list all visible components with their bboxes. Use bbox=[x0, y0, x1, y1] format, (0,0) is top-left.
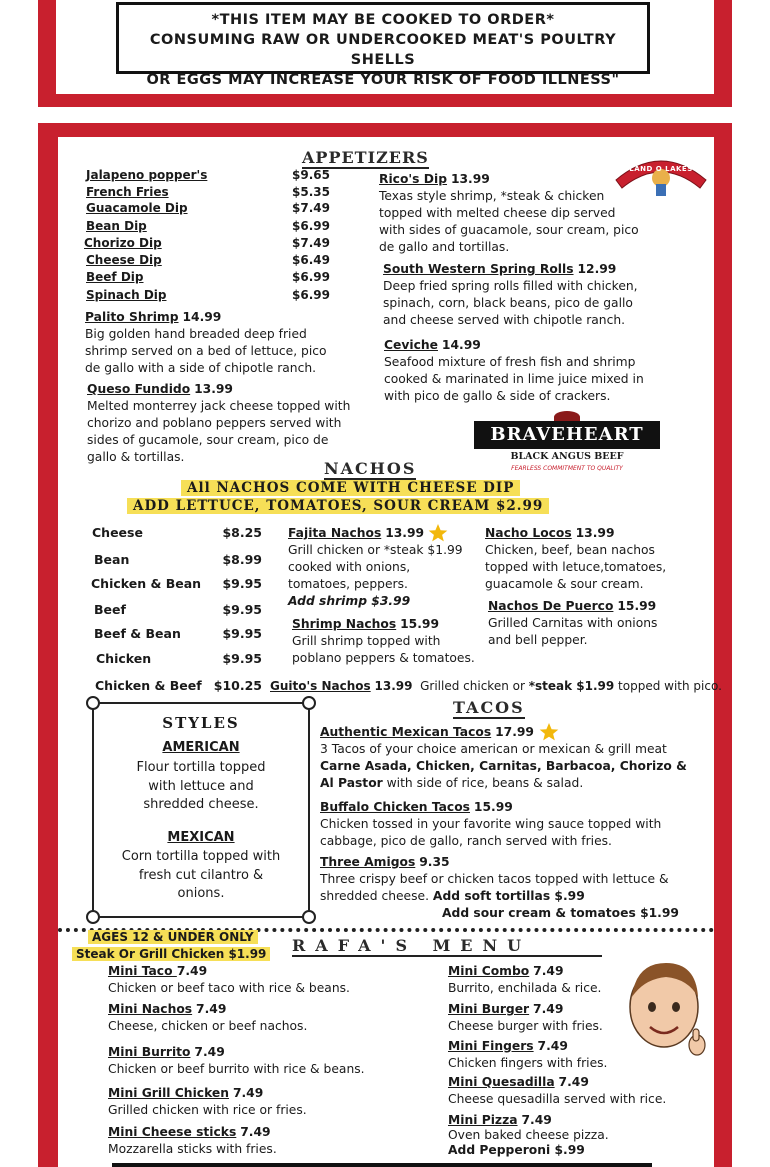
mexican-desc-line: onions. bbox=[177, 886, 225, 901]
item-desc: Burrito, enchilada & rice. bbox=[448, 981, 602, 995]
item-price: 15.99 bbox=[400, 617, 440, 631]
notice-line-1: *THIS ITEM MAY BE COOKED TO ORDER* bbox=[211, 12, 555, 28]
item-desc: topped with melted cheese dip served bbox=[379, 206, 616, 220]
appetizer-name: Chorizo Dip bbox=[84, 236, 162, 250]
item-price: 7.49 bbox=[240, 1125, 271, 1139]
item-desc: Grill shrimp topped with bbox=[292, 634, 441, 648]
item-price: 7.49 bbox=[533, 1002, 564, 1016]
item-desc: and cheese served with chipotle ranch. bbox=[383, 313, 626, 327]
item-name: Mini Fingers bbox=[448, 1039, 534, 1053]
kids-item bbox=[108, 1124, 277, 1158]
kids-item bbox=[108, 1001, 307, 1035]
item-desc-line bbox=[320, 888, 715, 905]
kids-item bbox=[448, 963, 601, 997]
nacho-name: Chicken bbox=[96, 651, 152, 666]
item-desc: Mozzarella sticks with fries. bbox=[108, 1142, 277, 1156]
item-desc: Chicken or beef taco with rice & beans. bbox=[108, 981, 350, 995]
braveheart-tagline: FEARLESS COMMITMENT TO QUALITY bbox=[511, 465, 623, 472]
nachos-banner-1 bbox=[181, 480, 520, 496]
item-price: 7.49 bbox=[521, 1113, 552, 1127]
item-desc: Deep fried spring rolls filled with chicken, bbox=[383, 279, 638, 293]
american-desc-line: shredded cheese. bbox=[143, 797, 259, 812]
item-price: 9.35 bbox=[419, 855, 450, 869]
item-desc: Grilled Carnitas with onions bbox=[488, 616, 658, 630]
nacho-name: Cheese bbox=[92, 525, 143, 540]
item-desc: guacamole & sour cream. bbox=[485, 577, 644, 591]
item-name: Mini Grill Chicken bbox=[108, 1086, 230, 1100]
item-price: 7.49 bbox=[558, 1075, 589, 1089]
item-desc: with sides of guacamole, sour cream, pico bbox=[379, 223, 639, 237]
item-name: Buffalo Chicken Tacos bbox=[320, 800, 470, 814]
item-price: 13.99 bbox=[194, 382, 233, 396]
nacho-price: $8.25 bbox=[222, 525, 262, 540]
authentic-tacos-item bbox=[320, 724, 715, 792]
item-price: 7.49 bbox=[196, 1002, 227, 1016]
item-desc: cooked with onions, bbox=[288, 560, 411, 574]
queso-fundido-item bbox=[87, 381, 377, 466]
item-desc: and bell pepper. bbox=[488, 633, 588, 647]
kids-item bbox=[448, 1113, 609, 1158]
mexican-desc bbox=[94, 848, 308, 904]
appetizer-row bbox=[86, 270, 336, 287]
item-name: Queso Fundido bbox=[87, 382, 191, 396]
item-desc: chorizo and poblano peppers served with bbox=[87, 416, 342, 430]
american-desc-line: Flour tortilla topped bbox=[136, 760, 266, 775]
spring-rolls-item bbox=[383, 261, 683, 329]
nachos-banner-1-text: All NACHOS COME WITH CHEESE DIP bbox=[181, 480, 520, 496]
item-name: Mini Combo bbox=[448, 964, 530, 978]
item-desc: Grilled chicken with rice or fries. bbox=[108, 1103, 307, 1117]
item-price: 13.99 bbox=[450, 172, 490, 186]
nachos-banner-2 bbox=[127, 498, 549, 514]
kids-item bbox=[448, 1074, 666, 1108]
braveheart-name: BRAVEHEART bbox=[474, 421, 660, 449]
item-desc: Three crispy beef or chicken tacos topped with lettuce & bbox=[320, 872, 669, 886]
appetizer-name: Spinach Dip bbox=[86, 288, 167, 302]
item-desc: topped with pico. bbox=[614, 679, 722, 693]
item-price: 7.49 bbox=[232, 1086, 264, 1100]
item-name: Nacho Locos bbox=[485, 526, 572, 540]
item-desc: Grill chicken or *steak $1.99 bbox=[288, 543, 463, 557]
item-price: 14.99 bbox=[182, 310, 222, 324]
item-name: South Western Spring Rolls bbox=[383, 262, 574, 276]
item-desc: de gallo with a side of chipotle ranch. bbox=[85, 361, 317, 375]
item-desc: topped with letuce,tomatoes, bbox=[485, 560, 667, 574]
item-desc: Big golden hand breaded deep fried bbox=[85, 327, 307, 341]
land-o-lakes-emblem-icon bbox=[612, 150, 710, 198]
item-desc: poblano peppers & tomatoes. bbox=[292, 651, 475, 665]
nachos-de-puerco-item bbox=[488, 598, 708, 649]
ornament-icon bbox=[302, 910, 316, 924]
item-name: Shrimp Nachos bbox=[292, 617, 397, 631]
item-desc: Oven baked cheese pizza. bbox=[448, 1128, 609, 1142]
nacho-row bbox=[94, 552, 262, 567]
item-desc: spinach, corn, black beans, pico de gallo bbox=[383, 296, 633, 310]
item-price: 12.99 bbox=[577, 262, 617, 276]
appetizer-row bbox=[86, 219, 336, 236]
nacho-name: Beef & Bean bbox=[94, 626, 181, 641]
mexican-heading: MEXICAN bbox=[167, 830, 235, 845]
item-desc: cooked & marinated in lime juice mixed in bbox=[384, 372, 644, 386]
land-o-lakes-logo bbox=[612, 150, 710, 198]
item-extra: Add Pepperoni $.99 bbox=[448, 1143, 585, 1157]
nacho-price: $9.95 bbox=[222, 651, 262, 666]
guitos-nachos-item bbox=[270, 678, 720, 695]
appetizer-row bbox=[86, 185, 336, 202]
item-desc: Chicken or beef burrito with rice & beans. bbox=[108, 1062, 365, 1076]
appetizer-name: Bean Dip bbox=[86, 219, 147, 233]
appetizer-name: Guacamole Dip bbox=[86, 201, 188, 215]
item-name: Authentic Mexican Tacos bbox=[320, 725, 492, 739]
item-price: 7.49 bbox=[533, 964, 564, 978]
palito-shrimp-item bbox=[85, 309, 375, 377]
item-desc: Melted monterrey jack cheese topped with bbox=[87, 399, 351, 413]
mexican-desc-line: fresh cut cilantro & bbox=[138, 867, 264, 883]
nacho-name: Chicken & Beef bbox=[95, 678, 202, 693]
appetizer-name: French Fries bbox=[86, 185, 169, 199]
nacho-row bbox=[95, 678, 262, 693]
appetizer-price: $6.99 bbox=[292, 219, 330, 233]
notice-line-2: CONSUMING RAW OR UNDERCOOKED MEAT'S POULTRY SHELLS bbox=[149, 32, 617, 68]
item-price: 13.99 bbox=[385, 526, 425, 540]
appetizer-row bbox=[86, 288, 336, 305]
item-desc: Chicken tossed in your favorite wing sauce topped with bbox=[320, 817, 662, 831]
item-desc: Chicken, beef, bean nachos bbox=[485, 543, 655, 557]
item-price: 15.99 bbox=[473, 800, 513, 814]
item-desc: Cheese burger with fries. bbox=[448, 1019, 603, 1033]
nacho-row bbox=[91, 576, 262, 591]
star-icon bbox=[539, 722, 559, 742]
item-name: Fajita Nachos bbox=[288, 526, 382, 540]
nacho-row bbox=[92, 525, 262, 540]
item-name: Mini Burger bbox=[448, 1002, 530, 1016]
notice-line-3: OR EGGS MAY INCREASE YOUR RISK OF FOOD ILLNESS" bbox=[146, 72, 620, 88]
nacho-price: $9.95 bbox=[222, 626, 262, 641]
tacos-title: TACOS bbox=[453, 698, 525, 717]
item-name: Mini Burrito bbox=[108, 1045, 191, 1059]
item-extra: Add sour cream & tomatoes $1.99 bbox=[442, 906, 679, 920]
item-desc: sides of gucamole, sour cream, pico de bbox=[87, 433, 329, 447]
item-extra: Add shrimp $3.99 bbox=[288, 594, 411, 608]
nachos-title: NACHOS bbox=[324, 459, 417, 478]
american-heading: AMERICAN bbox=[162, 740, 240, 755]
item-price: 15.99 bbox=[617, 599, 657, 613]
braveheart-logo bbox=[472, 411, 662, 475]
fajita-nachos-item bbox=[288, 525, 488, 610]
item-name: Guito's Nachos bbox=[270, 679, 371, 693]
appetizer-price: $7.49 bbox=[292, 201, 330, 215]
nacho-row bbox=[94, 626, 262, 641]
item-desc-bold: Carne Asada, Chicken, Carnitas, Barbacoa, Chorizo & bbox=[320, 759, 687, 773]
nacho-name: Chicken & Bean bbox=[91, 576, 202, 591]
appetizer-row bbox=[84, 236, 334, 253]
appetizer-row bbox=[86, 168, 336, 185]
rafas-menu-title: RAFA'S MENU bbox=[292, 938, 602, 957]
item-price: 13.99 bbox=[575, 526, 615, 540]
nacho-price: $8.99 bbox=[222, 552, 262, 567]
item-desc: de gallo and tortillas. bbox=[379, 240, 510, 254]
item-price: 14.99 bbox=[441, 338, 481, 352]
appetizer-row bbox=[86, 253, 336, 270]
item-desc: cabbage, pico de gallo, ranch served with fries. bbox=[320, 834, 612, 848]
kids-item bbox=[108, 963, 350, 997]
item-desc: Grilled chicken or bbox=[420, 679, 529, 693]
item-desc: shredded cheese. bbox=[320, 889, 433, 903]
styles-title: STYLES bbox=[162, 714, 240, 732]
item-desc: Cheese, chicken or beef nachos. bbox=[108, 1019, 308, 1033]
american-desc-line: with lettuce and bbox=[148, 778, 254, 794]
item-desc: tomatoes, peppers. bbox=[288, 577, 408, 591]
kids-item bbox=[448, 1038, 607, 1072]
appetizer-name: Cheese Dip bbox=[86, 253, 162, 267]
item-desc: with pico de gallo & side of crackers. bbox=[384, 389, 611, 403]
star-icon bbox=[428, 523, 448, 543]
ceviche-item bbox=[384, 337, 684, 405]
appetizer-name: Jalapeno popper's bbox=[86, 168, 208, 182]
nacho-locos-item bbox=[485, 525, 705, 593]
item-name: Three Amigos bbox=[320, 855, 416, 869]
kids-item bbox=[108, 1085, 307, 1119]
kids-steak-text: Steak Or Grill Chicken $1.99 bbox=[72, 947, 270, 961]
nacho-price: $10.25 bbox=[213, 678, 262, 693]
item-desc: Cheese quesadilla served with rice. bbox=[448, 1092, 667, 1106]
item-name: Mini Taco bbox=[108, 964, 177, 978]
item-desc: gallo & tortillas. bbox=[87, 450, 185, 464]
kids-item bbox=[108, 1044, 365, 1078]
ornament-icon bbox=[86, 696, 100, 710]
kids-item bbox=[448, 1001, 603, 1035]
item-name: Ceviche bbox=[384, 338, 438, 352]
appetizer-price: $5.35 bbox=[292, 185, 330, 199]
item-desc-line bbox=[320, 775, 715, 792]
mexican-desc-line: Corn tortilla topped with bbox=[121, 849, 281, 864]
item-price: 13.99 bbox=[374, 679, 413, 693]
appetizer-price: $6.49 bbox=[292, 253, 330, 267]
appetizer-price: $7.49 bbox=[292, 236, 330, 250]
item-name: Mini Quesadilla bbox=[448, 1075, 555, 1089]
nachos-banner-2-text: ADD LETTUCE, TOMATOES, SOUR CREAM $2.99 bbox=[127, 498, 549, 514]
ornament-icon bbox=[86, 910, 100, 924]
item-price: 7.49 bbox=[194, 1045, 225, 1059]
item-desc-bold: Al Pastor bbox=[320, 776, 383, 790]
shrimp-nachos-item bbox=[292, 616, 492, 667]
item-desc: shrimp served on a bed of lettuce, pico bbox=[85, 344, 327, 358]
ornament-icon bbox=[302, 696, 316, 710]
item-price: 7.49 bbox=[537, 1039, 568, 1053]
nacho-price: $9.95 bbox=[222, 576, 262, 591]
appetizer-name: Beef Dip bbox=[86, 270, 144, 284]
appetizer-price: $6.99 bbox=[292, 288, 330, 302]
item-name: Mini Nachos bbox=[108, 1002, 193, 1016]
three-amigos-item bbox=[320, 854, 715, 922]
item-name: Palito Shrimp bbox=[85, 310, 179, 324]
nacho-name: Beef bbox=[94, 602, 126, 617]
appetizers-title: APPETIZERS bbox=[302, 148, 429, 167]
item-desc-bold: *steak $1.99 bbox=[528, 679, 615, 693]
item-desc: Seafood mixture of fresh fish and shrimp bbox=[384, 355, 636, 369]
item-name: Nachos De Puerco bbox=[488, 599, 614, 613]
kids-age-text: AGES 12 & UNDER ONLY bbox=[88, 930, 258, 944]
item-name: Mini Pizza bbox=[448, 1113, 518, 1127]
item-desc: Chicken fingers with fries. bbox=[448, 1056, 608, 1070]
buffalo-tacos-item bbox=[320, 799, 715, 850]
kids-age-label bbox=[88, 930, 258, 944]
item-name: Rico's Dip bbox=[379, 172, 448, 186]
item-extra: Add soft tortillas $.99 bbox=[432, 889, 585, 903]
braveheart-sub: BLACK ANGUS BEEF bbox=[510, 451, 624, 462]
bottom-bar bbox=[112, 1163, 652, 1167]
nacho-price: $9.95 bbox=[222, 602, 262, 617]
item-desc: Texas style shrimp, *steak & chicken bbox=[379, 189, 605, 203]
item-price: 7.49 bbox=[176, 964, 208, 978]
item-desc: with side of rice, beans & salad. bbox=[382, 776, 584, 790]
land-o-lakes-text: LAND O LAKES bbox=[629, 165, 693, 173]
item-name: Mini Cheese sticks bbox=[108, 1125, 237, 1139]
kid-mascot-illustration bbox=[622, 957, 708, 1061]
american-desc bbox=[94, 759, 308, 815]
nacho-name: Bean bbox=[94, 552, 130, 567]
nacho-row bbox=[94, 602, 262, 617]
kid-face-icon bbox=[622, 957, 708, 1061]
appetizer-price: $6.99 bbox=[292, 270, 330, 284]
appetizer-price: $9.65 bbox=[292, 168, 330, 182]
item-price: 17.99 bbox=[495, 725, 534, 739]
styles-box bbox=[92, 702, 310, 918]
kids-steak-label bbox=[72, 947, 270, 961]
item-desc: 3 Tacos of your choice american or mexican & grill meat bbox=[320, 742, 667, 756]
nacho-row bbox=[96, 651, 262, 666]
food-safety-notice bbox=[116, 2, 650, 88]
appetizer-row bbox=[86, 201, 336, 218]
